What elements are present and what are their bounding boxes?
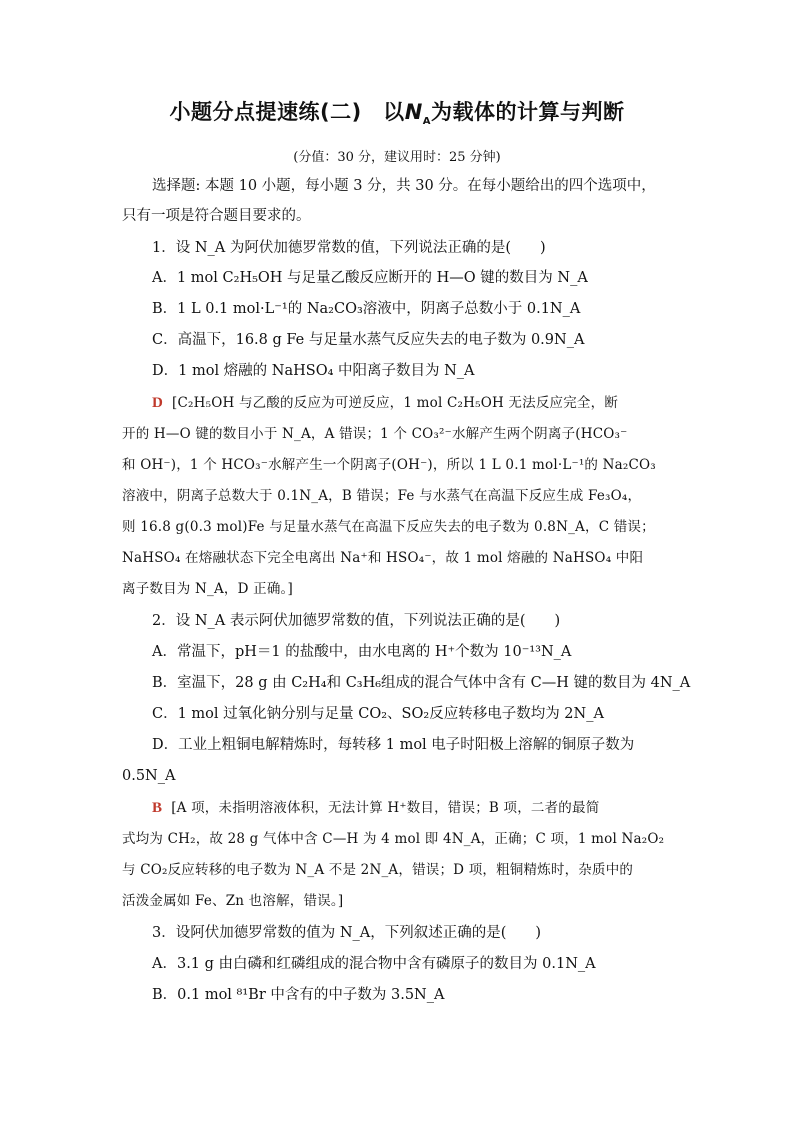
q1-explanation-line-6: NaHSO₄ 在熔融状态下完全电离出 Na⁺和 HSO₄⁻，故 1 mol 熔融的 NaHSO₄ 中阳	[122, 550, 644, 566]
q1-option-a: A．1 mol C₂H₅OH 与足量乙酸反应断开的 H—O 键的数目为 N_A	[152, 270, 588, 286]
intro-line-2: 只有一项是符合题目要求的。	[122, 208, 311, 224]
q1-stem: 1．设 N_A 为阿伏加德罗常数的值，下列说法正确的是( )	[152, 240, 546, 256]
title-na: N	[404, 100, 423, 124]
intro-line-1: 选择题: 本题 10 小题，每小题 3 分，共 30 分。在每小题给出的四个选项中，	[152, 178, 656, 194]
q1-exp-text-1: [C₂H₅OH 与乙酸的反应为可逆反应，1 mol C₂H₅OH 无法反应完全，断	[172, 395, 619, 411]
q3-option-b: B．0.1 mol ⁸¹Br 中含有的中子数为 3.5N_A	[152, 987, 445, 1003]
q2-exp-text-1: [A 项，未指明溶液体积，无法计算 H⁺数目，错误；B 项，二者的最简	[171, 800, 600, 816]
q2-option-b: B．室温下，28 g 由 C₂H₄和 C₃H₆组成的混合气体中含有 C—H 键的数目为 4N_A	[152, 675, 691, 691]
q2-explanation-line-2: 式均为 CH₂，故 28 g 气体中含 C—H 为 4 mol 即 4N_A，正确；C 项，1 mol Na₂O₂	[122, 831, 665, 847]
q2-explanation-line-1	[152, 798, 599, 818]
q1-option-d: D．1 mol 熔融的 NaHSO₄ 中阳离子数目为 N_A	[152, 363, 475, 379]
q2-option-d-line-2: 0.5N_A	[122, 768, 176, 784]
q1-explanation-line-3: 和 OH⁻)，1 个 HCO₃⁻水解产生一个阴离子(OH⁻)，所以 1 L 0.1 mol·L⁻¹的 Na₂CO₃	[122, 457, 656, 473]
q1-option-c: C．高温下，16.8 g Fe 与足量水蒸气反应失去的电子数为 0.9N_A	[152, 332, 585, 348]
q1-explanation-line-2: 开的 H—O 键的数目小于 N_A，A 错误；1 个 CO₃²⁻水解产生两个阴离子(HCO₃⁻	[122, 426, 628, 442]
title-prefix: 小题分点提速练(二) 以	[169, 100, 405, 124]
q1-answer: D	[152, 395, 164, 411]
q3-option-a: A．3.1 g 由白磷和红磷组成的混合物中含有磷原子的数目为 0.1N_A	[152, 956, 596, 972]
q1-explanation-line-1	[152, 393, 618, 413]
q3-stem: 3．设阿伏加德罗常数的值为 N_A，下列叙述正确的是( )	[152, 925, 542, 941]
q1-option-b: B．1 L 0.1 mol·L⁻¹的 Na₂CO₃溶液中，阴离子总数小于 0.1N_A	[152, 301, 581, 317]
q2-explanation-line-3: 与 CO₂反应转移的电子数为 N_A 不是 2N_A，错误；D 项，粗铜精炼时，杂质中的	[122, 862, 634, 878]
q2-option-a: A．常温下，pH＝1 的盐酸中，由水电离的 H⁺个数为 10⁻¹³N_A	[152, 644, 572, 660]
q2-answer: B	[152, 800, 163, 816]
title-na-sub: A	[422, 116, 432, 128]
q2-stem: 2．设 N_A 表示阿伏加德罗常数的值，下列说法正确的是( )	[152, 613, 561, 629]
q2-option-d-line-1: D．工业上粗铜电解精炼时，每转移 1 mol 电子时阳极上溶解的铜原子数为	[152, 737, 635, 753]
q2-explanation-line-4: 活泼金属如 Fe、Zn 也溶解，错误。]	[122, 893, 344, 909]
q1-explanation-line-4: 溶液中，阴离子总数大于 0.1N_A，B 错误；Fe 与水蒸气在高温下反应生成 Fe₃O₄，	[122, 488, 642, 504]
q1-explanation-line-7: 离子数目为 N_A，D 正确。]	[122, 581, 293, 597]
subtitle: (分值：30 分，建议用时：25 分钟)	[293, 150, 501, 165]
q1-explanation-line-5: 则 16.8 g(0.3 mol)Fe 与足量水蒸气在高温下反应失去的电子数为 0.8N_A，C 错误；	[122, 519, 655, 535]
page-title	[0, 96, 794, 126]
title-suffix: 为载体的计算与判断	[431, 100, 625, 124]
q2-option-c: C．1 mol 过氧化钠分别与足量 CO₂、SO₂反应转移电子数均为 2N_A	[152, 706, 604, 722]
